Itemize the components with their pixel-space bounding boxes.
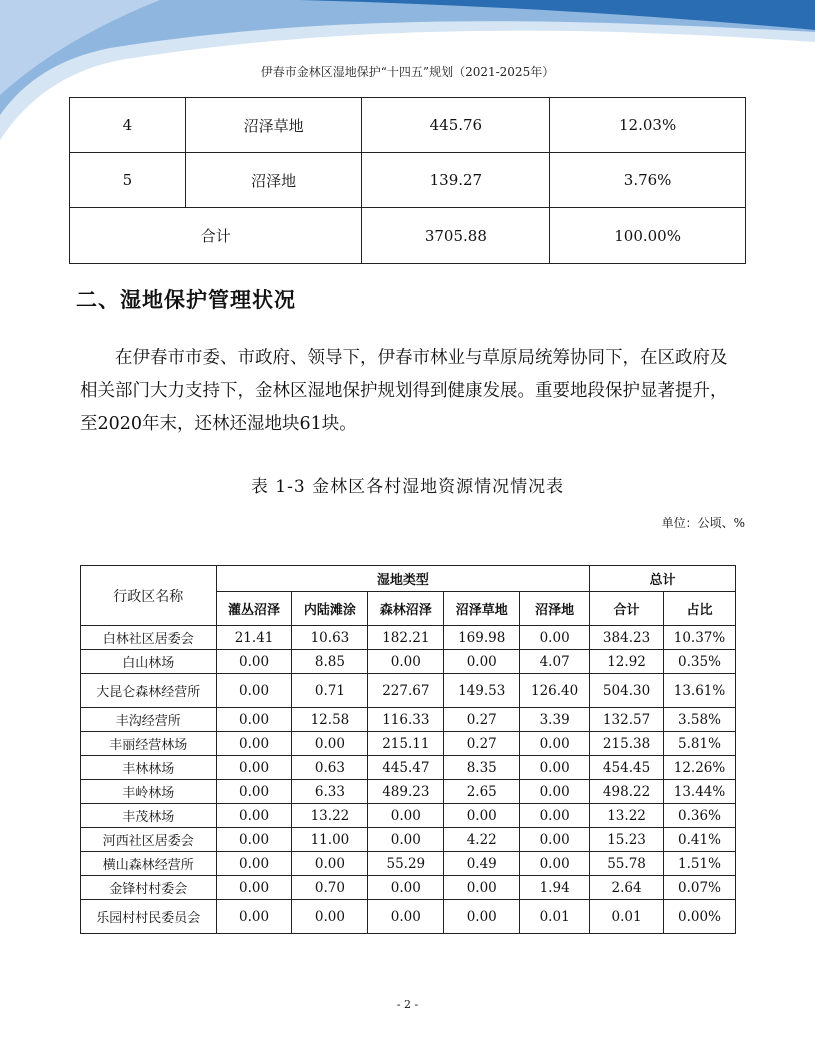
- district-name: 金锋村村委会: [81, 876, 217, 900]
- cell-value: 4.07: [520, 650, 590, 674]
- district-name: 乐园村村民委员会: [81, 900, 217, 934]
- cell-value: 2.64: [590, 876, 664, 900]
- cell-value: 8.35: [444, 756, 520, 780]
- cell-value: 0.00%: [664, 900, 736, 934]
- column-header: 合计: [590, 592, 664, 626]
- table-caption: 表 1-3 金林区各村湿地资源情况情况表: [250, 477, 565, 497]
- table-row: [81, 650, 736, 674]
- cell-value: 0.00: [520, 780, 590, 804]
- percent-value: 12.03%: [550, 98, 746, 153]
- total-row: [70, 208, 746, 264]
- table-row: [81, 708, 736, 732]
- district-header: 行政区名称: [81, 566, 217, 626]
- cell-value: 0.00: [368, 650, 444, 674]
- cell-value: 384.23: [590, 626, 664, 650]
- total-area: 3705.88: [362, 208, 550, 264]
- cell-value: 0.00: [444, 804, 520, 828]
- cell-value: 0.00: [520, 852, 590, 876]
- cell-value: 0.00: [368, 804, 444, 828]
- cell-value: 498.22: [590, 780, 664, 804]
- column-header: 内陆滩涂: [292, 592, 368, 626]
- table-row: [81, 828, 736, 852]
- total-header: 总计: [590, 566, 736, 592]
- row-number: 5: [70, 153, 186, 208]
- cell-value: 0.07%: [664, 876, 736, 900]
- cell-value: 0.00: [368, 828, 444, 852]
- cell-value: 0.00: [292, 900, 368, 934]
- cell-value: 126.40: [520, 674, 590, 708]
- table-row: [81, 674, 736, 708]
- cell-value: 0.00: [292, 732, 368, 756]
- cell-value: 12.26%: [664, 756, 736, 780]
- column-header: 森林沼泽: [368, 592, 444, 626]
- cell-value: 13.22: [292, 804, 368, 828]
- cell-value: 0.27: [444, 708, 520, 732]
- cell-value: 13.61%: [664, 674, 736, 708]
- cell-value: 8.85: [292, 650, 368, 674]
- area-value: 139.27: [362, 153, 550, 208]
- wetland-type-summary-table: [69, 97, 746, 264]
- district-name: 丰岭林场: [81, 780, 217, 804]
- unit-label: 单位：公顷、%: [661, 516, 745, 530]
- cell-value: 13.22: [590, 804, 664, 828]
- wetland-type: 沼泽地: [185, 153, 362, 208]
- cell-value: 489.23: [368, 780, 444, 804]
- column-header: 占比: [664, 592, 736, 626]
- cell-value: 227.67: [368, 674, 444, 708]
- cell-value: 0.00: [368, 876, 444, 900]
- cell-value: 0.27: [444, 732, 520, 756]
- column-header: 沼泽地: [520, 592, 590, 626]
- cell-value: 0.00: [368, 900, 444, 934]
- cell-value: 0.00: [216, 756, 292, 780]
- cell-value: 10.37%: [664, 626, 736, 650]
- cell-value: 12.92: [590, 650, 664, 674]
- district-name: 白山林场: [81, 650, 217, 674]
- cell-value: 149.53: [444, 674, 520, 708]
- area-value: 445.76: [362, 98, 550, 153]
- table-row: [70, 153, 746, 208]
- cell-value: 215.11: [368, 732, 444, 756]
- village-wetland-table: [80, 565, 736, 934]
- cell-value: 0.00: [216, 804, 292, 828]
- table-row: [81, 732, 736, 756]
- cell-value: 0.00: [216, 876, 292, 900]
- cell-value: 11.00: [292, 828, 368, 852]
- cell-value: 182.21: [368, 626, 444, 650]
- cell-value: 12.58: [292, 708, 368, 732]
- cell-value: 0.00: [216, 852, 292, 876]
- cell-value: 0.41%: [664, 828, 736, 852]
- cell-value: 0.00: [292, 852, 368, 876]
- cell-value: 0.00: [216, 674, 292, 708]
- body-paragraph: 在伊春市市委、市政府、领导下，伊春市林业与草原局统筹协同下，在区政府及相关部门大力支持下，金林区湿地保护规划得到健康发展。重要地段保护显著提升，至2020年末，还林还湿地块61块。: [80, 348, 728, 434]
- cell-value: 10.63: [292, 626, 368, 650]
- cell-value: 0.70: [292, 876, 368, 900]
- cell-value: 2.65: [444, 780, 520, 804]
- cell-value: 132.57: [590, 708, 664, 732]
- district-name: 丰丽经营林场: [81, 732, 217, 756]
- header-row: [81, 566, 736, 592]
- cell-value: 504.30: [590, 674, 664, 708]
- table-row: [81, 804, 736, 828]
- cell-value: 0.00: [520, 828, 590, 852]
- cell-value: 0.00: [216, 732, 292, 756]
- percent-value: 3.76%: [550, 153, 746, 208]
- cell-value: 0.35%: [664, 650, 736, 674]
- table-row: [81, 876, 736, 900]
- cell-value: 3.39: [520, 708, 590, 732]
- cell-value: 0.00: [216, 708, 292, 732]
- cell-value: 0.71: [292, 674, 368, 708]
- district-name: 横山森林经营所: [81, 852, 217, 876]
- wetland-type: 沼泽草地: [185, 98, 362, 153]
- column-header: 沼泽草地: [444, 592, 520, 626]
- cell-value: 0.00: [444, 876, 520, 900]
- cell-value: 0.36%: [664, 804, 736, 828]
- cell-value: 1.94: [520, 876, 590, 900]
- cell-value: 454.45: [590, 756, 664, 780]
- cell-value: 0.01: [590, 900, 664, 934]
- cell-value: 55.78: [590, 852, 664, 876]
- row-number: 4: [70, 98, 186, 153]
- district-name: 河西社区居委会: [81, 828, 217, 852]
- total-percent: 100.00%: [550, 208, 746, 264]
- cell-value: 169.98: [444, 626, 520, 650]
- cell-value: 55.29: [368, 852, 444, 876]
- district-name: 丰茂林场: [81, 804, 217, 828]
- table-row: [81, 852, 736, 876]
- cell-value: 0.00: [520, 756, 590, 780]
- cell-value: 13.44%: [664, 780, 736, 804]
- cell-value: 0.49: [444, 852, 520, 876]
- cell-value: 0.01: [520, 900, 590, 934]
- cell-value: 1.51%: [664, 852, 736, 876]
- cell-value: 21.41: [216, 626, 292, 650]
- cell-value: 0.00: [216, 780, 292, 804]
- cell-value: 0.63: [292, 756, 368, 780]
- cell-value: 6.33: [292, 780, 368, 804]
- total-label: 合计: [70, 208, 362, 264]
- district-name: 丰林林场: [81, 756, 217, 780]
- cell-value: 0.00: [520, 626, 590, 650]
- cell-value: 215.38: [590, 732, 664, 756]
- column-header: 灌丛沼泽: [216, 592, 292, 626]
- section-heading: 二、湿地保护管理状况: [76, 288, 296, 312]
- table-row: [81, 900, 736, 934]
- table-row: [81, 780, 736, 804]
- cell-value: 4.22: [444, 828, 520, 852]
- cell-value: 445.47: [368, 756, 444, 780]
- table-row: [81, 626, 736, 650]
- village-table-body: [81, 626, 736, 934]
- cell-value: 15.23: [590, 828, 664, 852]
- table-row: [70, 98, 746, 153]
- cell-value: 0.00: [444, 900, 520, 934]
- cell-value: 0.00: [520, 804, 590, 828]
- district-name: 白林社区居委会: [81, 626, 217, 650]
- running-title: 伊春市金林区湿地保护“十四五”规划（2021-2025年）: [260, 65, 555, 79]
- cell-value: 5.81%: [664, 732, 736, 756]
- cell-value: 0.00: [216, 828, 292, 852]
- cell-value: 0.00: [216, 650, 292, 674]
- cell-value: 0.00: [444, 650, 520, 674]
- page-number: - 2 -: [396, 998, 419, 1011]
- cell-value: 0.00: [520, 732, 590, 756]
- cell-value: 116.33: [368, 708, 444, 732]
- wetland-type-header: 湿地类型: [216, 566, 589, 592]
- cell-value: 3.58%: [664, 708, 736, 732]
- cell-value: 0.00: [216, 900, 292, 934]
- district-name: 丰沟经营所: [81, 708, 217, 732]
- district-name: 大昆仑森林经营所: [81, 674, 217, 708]
- table-row: [81, 756, 736, 780]
